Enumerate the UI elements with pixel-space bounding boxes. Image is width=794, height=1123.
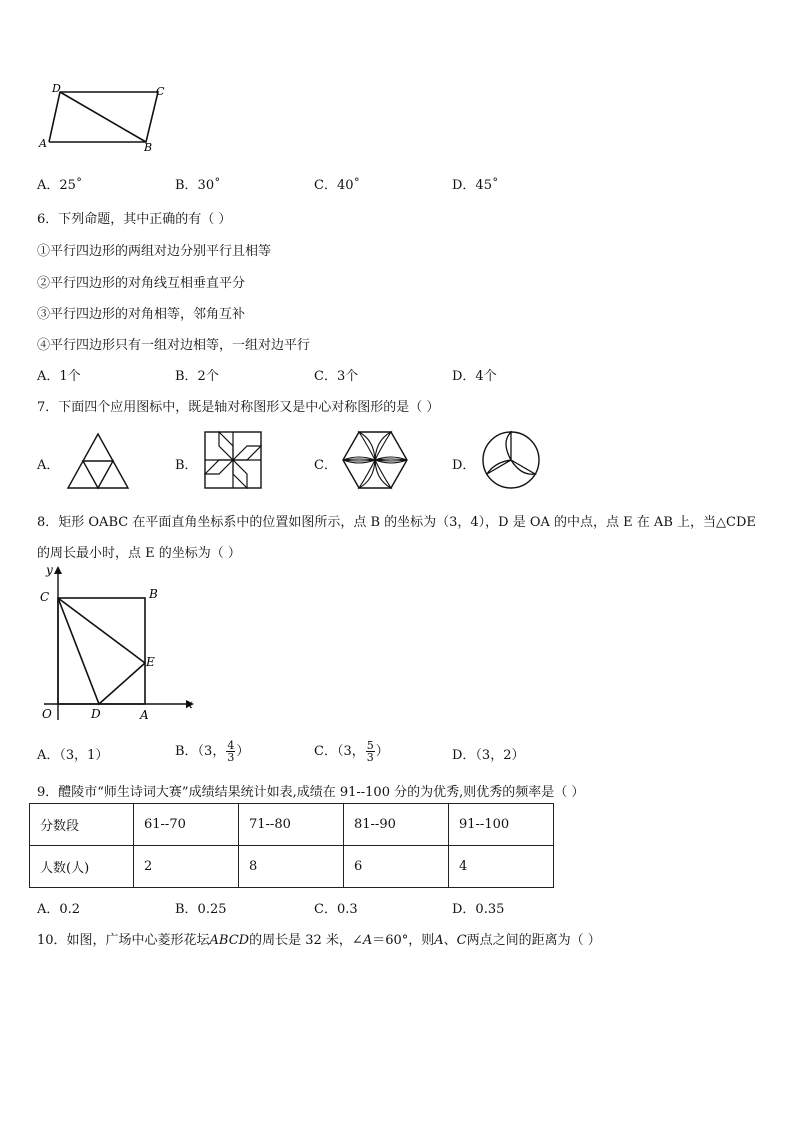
- score-table: [29, 803, 554, 888]
- q6-statement-4: ④平行四边形只有一组对边相等，一组对边平行: [37, 338, 311, 353]
- table-cell: 6: [344, 846, 449, 888]
- label-d: D: [91, 707, 101, 721]
- parallelogram-figure: [36, 80, 166, 155]
- q8-option-b[interactable]: [175, 737, 249, 767]
- q8-stem-line2: 的周长最小时，点 E 的坐标为（ ）: [37, 546, 241, 561]
- label-c: C: [156, 85, 165, 98]
- label-b: B: [149, 587, 158, 601]
- q10-point-c: C: [456, 933, 467, 948]
- label-e: E: [146, 655, 155, 669]
- q8-option-b-prefix: B．（3，: [175, 744, 226, 759]
- q8-option-c-prefix: C．（3，: [314, 744, 365, 759]
- table-cell: 2: [134, 846, 239, 888]
- table-cell: 人数(人): [30, 846, 134, 888]
- label-b: B: [144, 141, 153, 154]
- q6-option-a[interactable]: A．1个: [37, 369, 81, 384]
- q9-option-b[interactable]: B．0.25: [175, 902, 227, 917]
- q6-option-c[interactable]: C．3个: [314, 369, 359, 384]
- table-cell: 61--70: [134, 804, 239, 846]
- label-x: x: [186, 697, 193, 711]
- label-d: D: [52, 82, 61, 95]
- q6-statement-1: ①平行四边形的两组对边分别平行且相等: [37, 244, 272, 259]
- pinwheel-square-icon: [204, 431, 262, 489]
- label-a: A: [39, 137, 47, 150]
- q8-option-d[interactable]: D．（3，2）: [452, 748, 525, 763]
- q9-stem: 9．醴陵市“师生诗词大赛”成绩结果统计如表,成绩在 91--100 分的为优秀,则优秀的频率是（ ）: [37, 785, 585, 800]
- q7-option-b[interactable]: B．: [175, 458, 198, 473]
- q10-text-3: ＝60°，则: [372, 933, 435, 948]
- q7-stem: 7．下面四个应用图标中，既是轴对称图形又是中心对称图形的是（ ）: [37, 400, 440, 415]
- q10-separator: 、: [443, 933, 457, 948]
- q7-option-c[interactable]: C．: [314, 458, 337, 473]
- label-a: A: [140, 708, 149, 722]
- table-row: [30, 804, 554, 846]
- table-cell: 8: [239, 846, 344, 888]
- fraction-5-3: $\frac{5}{3}$: [366, 739, 374, 764]
- q6-option-d[interactable]: D．4个: [452, 369, 497, 384]
- hexagon-flower-icon: [342, 430, 408, 490]
- circle-triskele-icon: [481, 430, 541, 490]
- diagonal-db: [60, 92, 146, 142]
- table-cell: 81--90: [344, 804, 449, 846]
- q10-text-4: 两点之间的距离为（ ）: [466, 933, 601, 948]
- q5-option-b[interactable]: B．30˚: [175, 178, 221, 193]
- q7-option-a[interactable]: A．: [37, 458, 60, 473]
- q5-option-c[interactable]: C．40˚: [314, 178, 360, 193]
- q5-option-d[interactable]: D．45˚: [452, 178, 499, 193]
- q10-text-1: 10．如图，广场中心菱形花坛: [37, 933, 210, 948]
- q10-stem: [37, 929, 601, 948]
- table-row: [30, 846, 554, 888]
- table-cell: 分数段: [30, 804, 134, 846]
- label-o: O: [42, 707, 52, 721]
- q6-stem: 6．下列命题，其中正确的有（ ）: [37, 212, 232, 227]
- table-cell: 71--80: [239, 804, 344, 846]
- table-cell: 4: [449, 846, 554, 888]
- q7-option-d[interactable]: D．: [452, 458, 476, 473]
- table-cell: 91--100: [449, 804, 554, 846]
- q9-option-c[interactable]: C．0.3: [314, 902, 358, 917]
- fraction-4-3: $\frac{4}{3}$: [227, 739, 235, 764]
- q5-option-a[interactable]: A．25˚: [37, 178, 83, 193]
- q8-option-c[interactable]: [314, 737, 389, 767]
- q9-option-a[interactable]: A．0.2: [37, 902, 81, 917]
- q8-stem-line1: 8．矩形 OABC 在平面直角坐标系中的位置如图所示，点 B 的坐标为（3，4），D 是 OA 的中点，点 E 在 AB 上，当△CDE: [37, 515, 756, 530]
- coordinate-rectangle-figure: [34, 562, 198, 722]
- q6-statement-3: ③平行四边形的对角相等，邻角互补: [37, 307, 246, 322]
- q8-option-c-suffix: ）: [375, 744, 389, 759]
- q8-option-a[interactable]: A．（3，1）: [37, 748, 109, 763]
- q9-option-d[interactable]: D．0.35: [452, 902, 505, 917]
- q10-angle-a: A: [362, 933, 373, 948]
- triangle-icon: [66, 432, 130, 490]
- label-y: y: [46, 563, 53, 577]
- q10-point-a: A: [434, 933, 444, 948]
- label-c: C: [40, 590, 50, 604]
- q8-option-b-suffix: ）: [236, 744, 250, 759]
- q6-statement-2: ②平行四边形的对角线互相垂直平分: [37, 276, 246, 291]
- q6-option-b[interactable]: B．2个: [175, 369, 219, 384]
- q10-text-2: 的周长是 32 米，∠: [249, 933, 363, 948]
- q10-rhombus-name: ABCD: [209, 933, 250, 948]
